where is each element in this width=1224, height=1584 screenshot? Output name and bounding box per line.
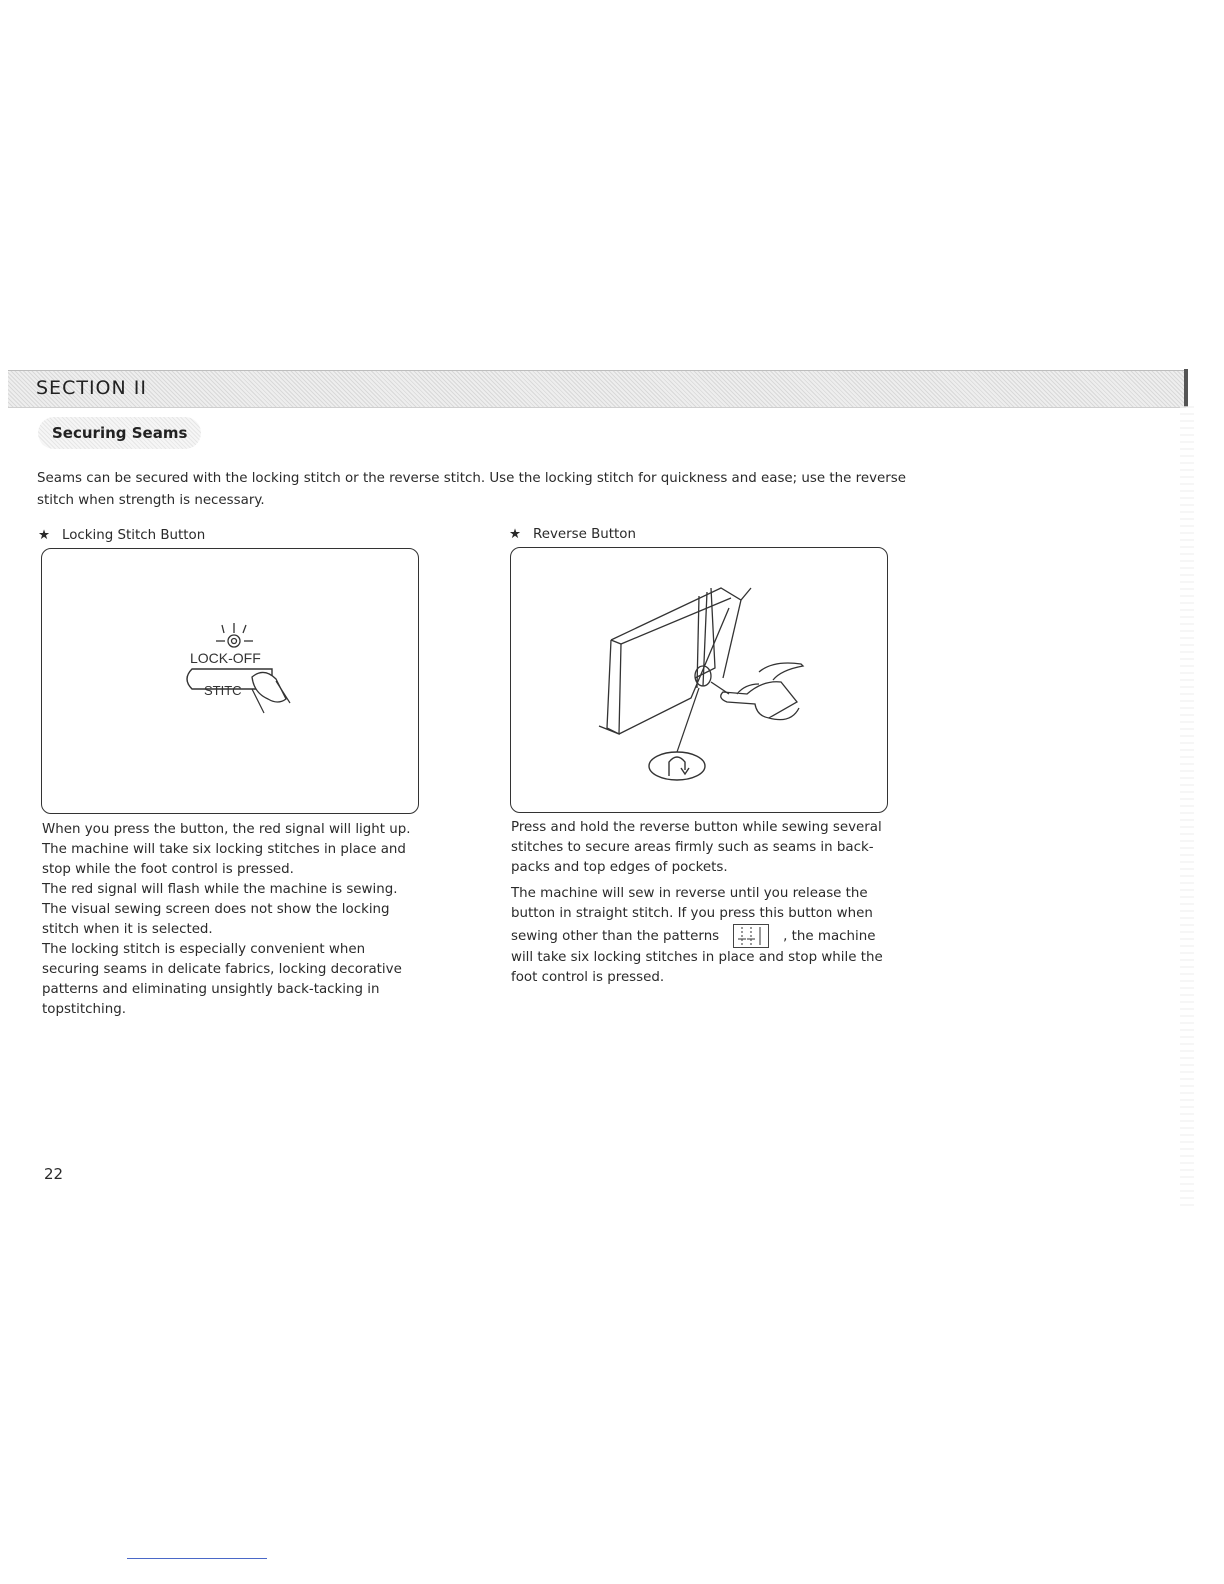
- pointer-line: [677, 688, 699, 752]
- locking-paragraph-4: The locking stitch is especially convenient when securing seams in delicate fabrics, locking decorative patterns and eliminating unsightly back-tacking in topstitching.: [42, 942, 402, 1017]
- star-icon: ★: [509, 527, 522, 542]
- reverse-button-text: [511, 818, 891, 988]
- signal-light-icon: [216, 623, 253, 647]
- locking-stitch-drawing: [42, 549, 418, 813]
- finger-icon: [252, 672, 286, 702]
- locking-stitch-text: [42, 820, 422, 1020]
- intro-paragraph: Seams can be secured with the locking stitch or the reverse stitch. Use the locking stitch for quickness and ease; use the reverse stitch when strength is necessary.: [37, 471, 906, 508]
- reverse-button-drawing: [511, 548, 887, 812]
- machine-panel-icon: [599, 588, 751, 734]
- locking-paragraph-1: When you press the button, the red signal will light up. The machine will take six locking stitches in place and stop while the foot control is pressed.: [42, 822, 411, 877]
- locking-paragraph-3: The visual sewing screen does not show the locking stitch when it is selected.: [42, 902, 390, 937]
- reverse-button-heading: [509, 527, 636, 542]
- locking-stitch-heading-text: Locking Stitch Button: [62, 528, 206, 543]
- page-number: 22: [44, 1165, 64, 1183]
- reverse-button-heading-text: Reverse Button: [533, 527, 636, 542]
- star-icon: ★: [38, 528, 51, 543]
- scan-margin: [1180, 406, 1194, 1206]
- locking-stitch-heading: [38, 528, 205, 543]
- reverse-paragraph-1: Press and hold the reverse button while sewing several stitches to secure areas firmly such as seams in back-packs and top edges of pockets.: [511, 820, 882, 875]
- section-title: SECTION II: [36, 377, 147, 399]
- footer-rule: [127, 1558, 267, 1559]
- page-subtitle: Securing Seams: [38, 417, 201, 449]
- reverse-button-illustration: [510, 547, 888, 813]
- section-header-bar: [8, 370, 1186, 408]
- section-bar-edge: [1184, 369, 1188, 407]
- reverse-paragraph-2: [511, 884, 891, 988]
- reverse-symbol-icon: [649, 752, 705, 780]
- locking-stitch-illustration: [41, 548, 419, 814]
- stitch-button-label: STITC: [204, 683, 242, 698]
- straight-stitch-pattern-icon: [733, 924, 769, 948]
- reverse-paragraph-2-end: , the machine will take six locking stitches in place and stop while the foot control is pressed.: [511, 929, 883, 985]
- lock-off-label: LOCK-OFF: [190, 650, 261, 666]
- locking-paragraph-2: The red signal will flash while the machine is sewing.: [42, 882, 398, 897]
- reverse-paragraph-2-start: The machine will sew in reverse until you release the button in straight stitch. If you press this button when sewing other than the patterns: [511, 886, 873, 944]
